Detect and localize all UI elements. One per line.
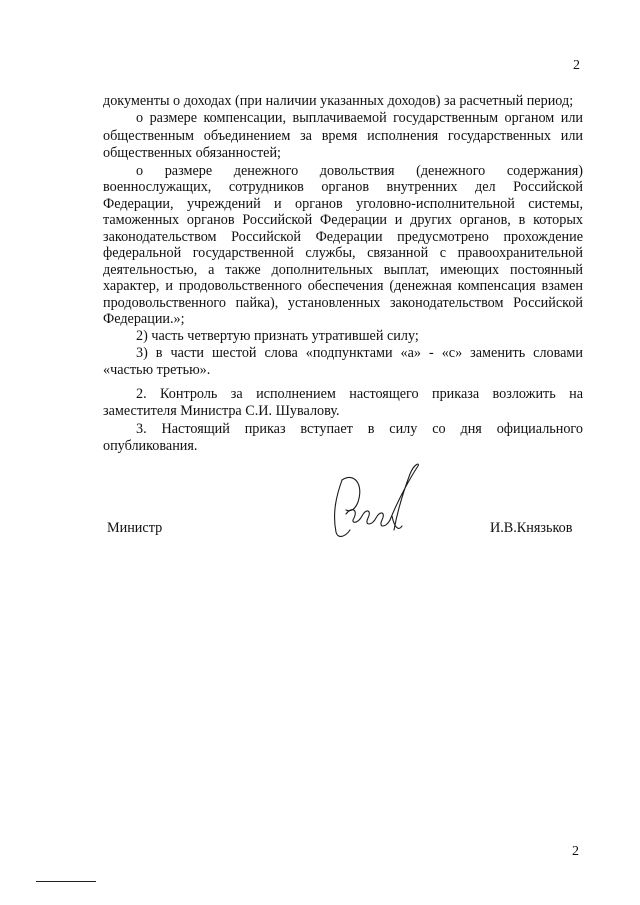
signer-name: И.В.Князьков — [490, 520, 573, 536]
paragraph-part-four: 2) часть четвертую признать утратившей силу; — [136, 327, 419, 344]
paragraph-part-six: 3) в части шестой слова «подпунктами «а» - «с» заменить словами «частью третью». — [103, 345, 583, 379]
paragraph-compensation: о размере компенсации, выплачиваемой государственным органом или общественным объединением за время исполнения государственных или общественных обязанностей; — [103, 110, 583, 162]
position-title: Министр — [107, 520, 163, 536]
page-number-top: 2 — [573, 58, 580, 73]
paragraph-income-documents: документы о доходах (при наличии указанных доходов) за расчетный период; — [103, 93, 574, 109]
document-body — [103, 93, 583, 455]
footnote-rule — [36, 881, 96, 882]
handwritten-signature — [328, 460, 423, 540]
paragraph-entry-into-force: 3. Настоящий приказ вступает в силу со дня официального опубликования. — [103, 420, 583, 455]
page-number-bottom: 2 — [572, 844, 579, 859]
paragraph-allowance: о размере денежного довольствия (денежного содержания) военнослужащих, сотрудников органов внутренних дел Российской Федерации, учреждений и органов уголовно-исполнительной системы, таможенных органов Российской Федерации и других органов, в которых законодательством Российской Федерации предусмотрено прохождение федеральной государственной службы, связанной с правоохранительной деятельностью, а также дополнительных выплат, имеющих постоянный характер, и продовольственного обеспечения (денежная компенсация взамен продовольственного пайка), установленных законодательством Российской Федерации.»; — [103, 162, 583, 328]
paragraph-control: 2. Контроль за исполнением настоящего приказа возложить на заместителя Министра С.И. Шувалову. — [103, 385, 583, 420]
